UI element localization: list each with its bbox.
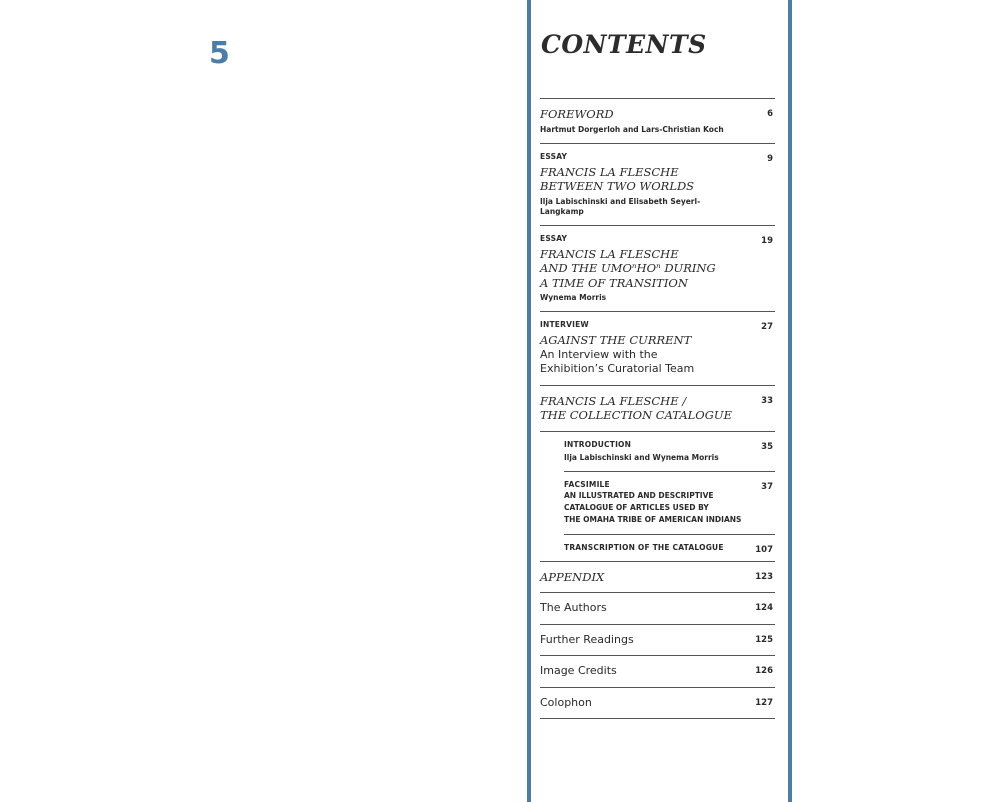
page-number: 5 bbox=[209, 36, 230, 71]
entry-page-number: 124 bbox=[755, 603, 773, 613]
entry-kicker: ESSAY bbox=[540, 233, 568, 243]
sub-entries-group bbox=[540, 431, 775, 561]
entry-page-number: 123 bbox=[755, 571, 773, 582]
toc-entry-the-authors[interactable] bbox=[540, 592, 775, 624]
toc-entry-further-readings[interactable] bbox=[540, 624, 775, 656]
entry-title: FRANCIS LA FLESCHE BETWEEN TWO WORLDS bbox=[540, 164, 695, 193]
entry-author: Ilja Labischinski and Wynema Morris bbox=[564, 452, 719, 462]
entry-title: APPENDIX bbox=[540, 569, 605, 584]
entry-subtitle: An Interview with the Exhibition’s Curatorial Team bbox=[540, 347, 695, 375]
entry-label: The Authors bbox=[540, 601, 607, 614]
toc-subentry-transcription[interactable] bbox=[564, 534, 775, 561]
toc-subentry-facsimile[interactable] bbox=[564, 471, 775, 534]
entry-kicker: INTERVIEW bbox=[540, 320, 589, 329]
entry-title: FOREWORD bbox=[540, 107, 614, 121]
entry-author: Ilja Labischinski and Elisabeth Seyerl-Langkamp bbox=[540, 196, 701, 216]
toc-subentry-introduction[interactable] bbox=[564, 432, 775, 471]
entry-label: Colophon bbox=[540, 695, 592, 709]
entry-kicker: ESSAY bbox=[540, 151, 568, 161]
entry-page-number: 6 bbox=[767, 109, 773, 119]
toc-entry-collection-catalogue[interactable] bbox=[540, 385, 775, 431]
entry-author: Wynema Morris bbox=[540, 293, 607, 302]
toc-entry-appendix[interactable] bbox=[540, 561, 775, 593]
toc-entry-colophon[interactable] bbox=[540, 687, 775, 720]
contents-heading: CONTENTS bbox=[541, 30, 707, 59]
entry-kicker: TRANSCRIPTION OF THE CATALOGUE bbox=[564, 542, 724, 552]
toc-entry-image-credits[interactable] bbox=[540, 655, 775, 687]
entry-title: FRANCIS LA FLESCHE AND THE UMOⁿHOⁿ DURING A TIME OF TRANSITION bbox=[540, 246, 716, 290]
entry-title: AGAINST THE CURRENT bbox=[540, 333, 692, 347]
entry-author: Hartmut Dorgerloh and Lars-Christian Koch bbox=[540, 124, 724, 134]
entry-page-number: 37 bbox=[761, 481, 773, 492]
entry-page-number: 125 bbox=[755, 634, 773, 645]
table-of-contents bbox=[540, 98, 775, 719]
entry-page-number: 126 bbox=[755, 666, 773, 676]
entry-page-number: 33 bbox=[761, 395, 773, 406]
entry-label: Further Readings bbox=[540, 632, 634, 646]
toc-entry-interview[interactable] bbox=[540, 311, 775, 385]
entry-title: FRANCIS LA FLESCHE / THE COLLECTION CATALOGUE bbox=[540, 393, 732, 422]
entry-page-number: 19 bbox=[761, 235, 773, 246]
entry-subtitle: AN ILLUSTRATED AND DESCRIPTIVE CATALOGUE OF ARTICLES USED BY THE OMAHA TRIBE OF AMERICAN INDIANS bbox=[564, 490, 742, 524]
entry-kicker: INTRODUCTION bbox=[564, 439, 632, 449]
toc-entry-foreword[interactable] bbox=[540, 98, 775, 143]
entry-page-number: 107 bbox=[755, 544, 773, 555]
entry-page-number: 127 bbox=[755, 697, 773, 708]
entry-kicker: FACSIMILE bbox=[564, 479, 610, 489]
entry-page-number: 9 bbox=[767, 153, 773, 164]
entry-page-number: 27 bbox=[761, 322, 773, 332]
entry-page-number: 35 bbox=[761, 441, 773, 452]
toc-entry-essay-between-two-worlds[interactable] bbox=[540, 143, 775, 225]
entry-label: Image Credits bbox=[540, 664, 617, 677]
toc-entry-essay-time-of-transition[interactable] bbox=[540, 225, 775, 312]
